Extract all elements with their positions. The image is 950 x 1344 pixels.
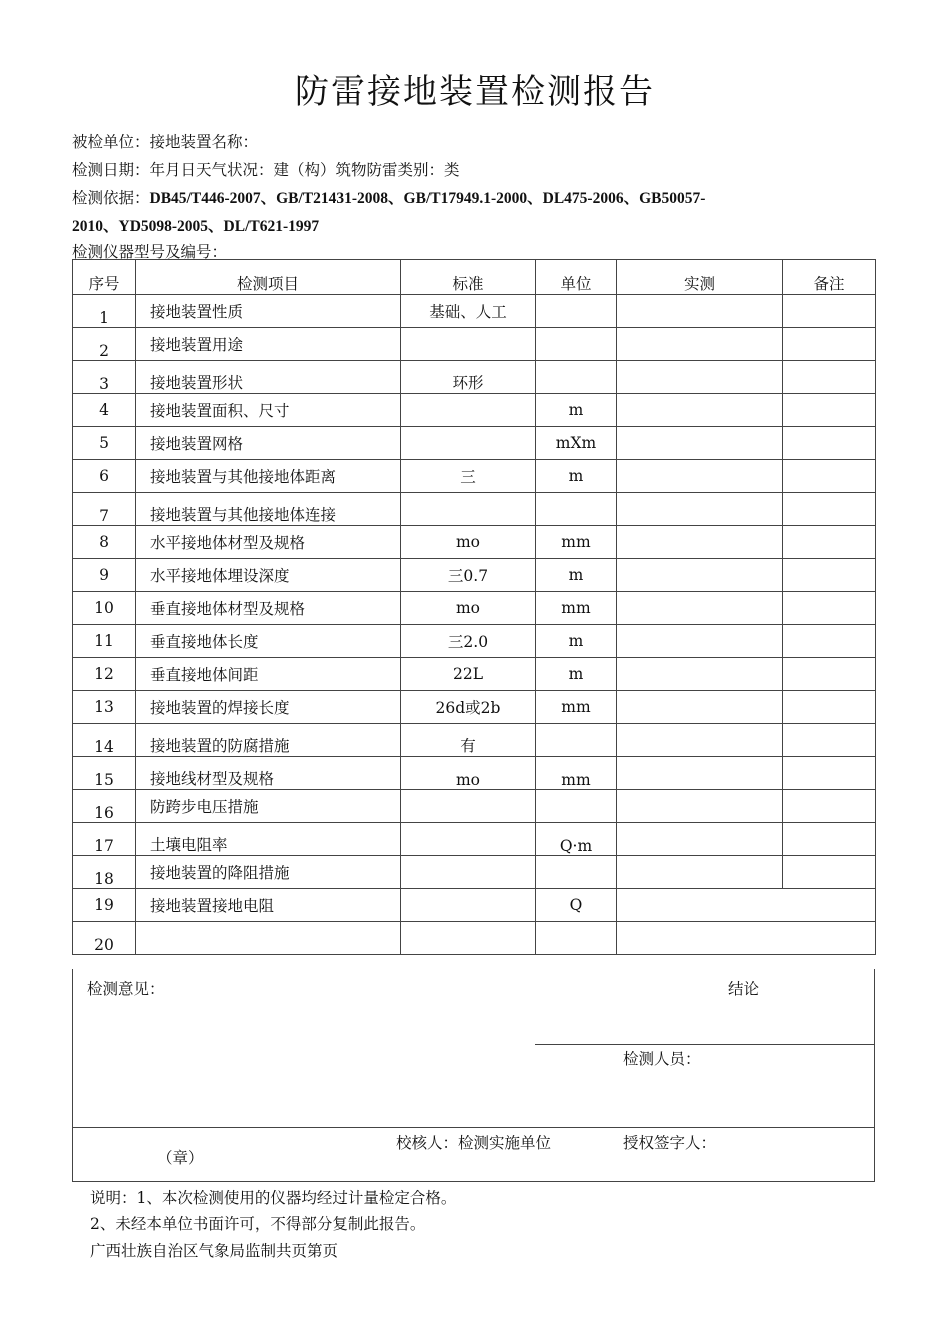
row-standard bbox=[401, 493, 536, 526]
row-remark[interactable] bbox=[783, 757, 876, 790]
table-row bbox=[73, 493, 876, 526]
row-no: 12 bbox=[73, 658, 136, 691]
header-no: 序号 bbox=[73, 260, 136, 295]
row-remark[interactable] bbox=[783, 856, 876, 889]
row-remark[interactable] bbox=[783, 823, 876, 856]
row-no: 4 bbox=[73, 394, 136, 427]
row-measured[interactable] bbox=[617, 493, 783, 526]
row-measured[interactable] bbox=[617, 658, 783, 691]
row-item: 水平接地体材型及规格 bbox=[136, 526, 401, 559]
row-standard: 三0.7 bbox=[401, 559, 536, 592]
row-unit: m bbox=[536, 394, 617, 427]
row-unit: mm bbox=[536, 691, 617, 724]
row-remark[interactable] bbox=[783, 460, 876, 493]
row-standard bbox=[401, 922, 536, 955]
row-item: 接地装置与其他接地体距离 bbox=[136, 460, 401, 493]
row-standard bbox=[401, 823, 536, 856]
row-item: 接地装置网格 bbox=[136, 427, 401, 460]
row-standard: 有 bbox=[401, 724, 536, 757]
table-row bbox=[73, 295, 876, 328]
table-header-row bbox=[73, 260, 876, 295]
row-measured[interactable] bbox=[617, 922, 876, 955]
seal-label: （章） bbox=[157, 1149, 204, 1167]
table-row bbox=[73, 427, 876, 460]
row-standard: mo bbox=[401, 526, 536, 559]
row-unit: mm bbox=[536, 592, 617, 625]
row-remark[interactable] bbox=[783, 328, 876, 361]
row-unit: mXm bbox=[536, 427, 617, 460]
row-item: 接地线材型及规格 bbox=[136, 757, 401, 790]
row-item: 接地装置的焊接长度 bbox=[136, 691, 401, 724]
row-unit: m bbox=[536, 658, 617, 691]
row-no: 1 bbox=[73, 295, 136, 328]
row-remark[interactable] bbox=[783, 361, 876, 394]
row-item bbox=[136, 922, 401, 955]
row-unit bbox=[536, 493, 617, 526]
row-unit: Q bbox=[536, 889, 617, 922]
opinion-label: 检测意见： bbox=[87, 980, 165, 998]
row-remark[interactable] bbox=[783, 691, 876, 724]
row-measured[interactable] bbox=[617, 724, 783, 757]
row-standard bbox=[401, 889, 536, 922]
row-standard: mo bbox=[401, 757, 536, 790]
row-standard bbox=[401, 394, 536, 427]
row-measured[interactable] bbox=[617, 790, 783, 823]
row-no: 20 bbox=[73, 922, 136, 955]
note-line-3: 广西壮族自治区气象局监制共页第页 bbox=[90, 1242, 339, 1260]
table-row bbox=[73, 625, 876, 658]
meta-instrument-line: 检测仪器型号及编号： bbox=[72, 243, 228, 261]
row-item: 垂直接地体间距 bbox=[136, 658, 401, 691]
row-standard: 26d或2b bbox=[401, 691, 536, 724]
row-no: 9 bbox=[73, 559, 136, 592]
row-item: 接地装置性质 bbox=[136, 295, 401, 328]
row-unit bbox=[536, 724, 617, 757]
row-no: 17 bbox=[73, 823, 136, 856]
row-measured[interactable] bbox=[617, 361, 783, 394]
row-unit bbox=[536, 361, 617, 394]
signature-box bbox=[72, 1127, 875, 1182]
table-row bbox=[73, 790, 876, 823]
row-no: 2 bbox=[73, 328, 136, 361]
row-remark[interactable] bbox=[783, 295, 876, 328]
row-unit bbox=[536, 856, 617, 889]
row-standard: 三2.0 bbox=[401, 625, 536, 658]
table-row bbox=[73, 922, 876, 955]
row-measured[interactable] bbox=[617, 592, 783, 625]
row-remark[interactable] bbox=[783, 592, 876, 625]
conclusion-divider bbox=[535, 1044, 875, 1045]
row-remark[interactable] bbox=[783, 790, 876, 823]
note-line-2: 2、未经本单位书面许可，不得部分复制此报告。 bbox=[90, 1215, 426, 1233]
row-standard: 环形 bbox=[401, 361, 536, 394]
row-no: 11 bbox=[73, 625, 136, 658]
row-standard bbox=[401, 328, 536, 361]
table-row bbox=[73, 823, 876, 856]
row-item: 接地装置用途 bbox=[136, 328, 401, 361]
row-measured[interactable] bbox=[617, 757, 783, 790]
row-standard: 三 bbox=[401, 460, 536, 493]
row-item: 垂直接地体长度 bbox=[136, 625, 401, 658]
row-measured[interactable] bbox=[617, 856, 783, 889]
header-standard: 标准 bbox=[401, 260, 536, 295]
row-measured[interactable] bbox=[617, 328, 783, 361]
table-row bbox=[73, 658, 876, 691]
row-no: 13 bbox=[73, 691, 136, 724]
table-row bbox=[73, 889, 876, 922]
row-measured[interactable] bbox=[617, 460, 783, 493]
meta-basis-line bbox=[72, 186, 705, 208]
row-remark[interactable] bbox=[783, 559, 876, 592]
row-unit bbox=[536, 295, 617, 328]
row-no: 15 bbox=[73, 757, 136, 790]
row-remark[interactable] bbox=[783, 724, 876, 757]
row-remark[interactable] bbox=[783, 493, 876, 526]
row-no: 19 bbox=[73, 889, 136, 922]
table-row bbox=[73, 724, 876, 757]
row-no: 5 bbox=[73, 427, 136, 460]
row-unit: m bbox=[536, 559, 617, 592]
row-item: 接地装置与其他接地体连接 bbox=[136, 493, 401, 526]
table-row bbox=[73, 394, 876, 427]
row-unit: m bbox=[536, 625, 617, 658]
inspection-table bbox=[72, 259, 876, 955]
row-unit: Q·m bbox=[536, 823, 617, 856]
note-line-1: 说明：1、本次检测使用的仪器均经过计量检定合格。 bbox=[90, 1189, 457, 1207]
row-no: 3 bbox=[73, 361, 136, 394]
header-unit: 单位 bbox=[536, 260, 617, 295]
row-measured[interactable] bbox=[617, 394, 783, 427]
row-no: 8 bbox=[73, 526, 136, 559]
row-no: 10 bbox=[73, 592, 136, 625]
row-measured[interactable] bbox=[617, 625, 783, 658]
row-standard: mo bbox=[401, 592, 536, 625]
header-remark: 备注 bbox=[783, 260, 876, 295]
row-item: 接地装置面积、尺寸 bbox=[136, 394, 401, 427]
row-no: 14 bbox=[73, 724, 136, 757]
opinion-box[interactable] bbox=[72, 969, 875, 1128]
row-no: 18 bbox=[73, 856, 136, 889]
table-row bbox=[73, 856, 876, 889]
row-remark[interactable] bbox=[783, 394, 876, 427]
row-no: 16 bbox=[73, 790, 136, 823]
table-row bbox=[73, 361, 876, 394]
row-item: 防跨步电压措施 bbox=[136, 790, 401, 823]
row-item: 接地装置的防腐措施 bbox=[136, 724, 401, 757]
table-row bbox=[73, 559, 876, 592]
conclusion-label: 结论 bbox=[728, 980, 760, 998]
basis-standards: DB45/T446-2007、GB/T21431-2008、GB/T17949.1-2000、DL475-2006、GB50057- bbox=[149, 190, 706, 207]
row-remark[interactable] bbox=[783, 658, 876, 691]
row-measured[interactable] bbox=[617, 559, 783, 592]
meta-unit-line: 被检单位：接地装置名称： bbox=[72, 133, 259, 151]
row-unit bbox=[536, 922, 617, 955]
row-item: 接地装置形状 bbox=[136, 361, 401, 394]
row-measured[interactable] bbox=[617, 691, 783, 724]
row-item: 土壤电阻率 bbox=[136, 823, 401, 856]
row-unit: m bbox=[536, 460, 617, 493]
row-standard bbox=[401, 427, 536, 460]
row-measured[interactable] bbox=[617, 823, 783, 856]
row-no: 7 bbox=[73, 493, 136, 526]
row-remark[interactable] bbox=[783, 526, 876, 559]
header-item: 检测项目 bbox=[136, 260, 401, 295]
table-row bbox=[73, 328, 876, 361]
row-measured[interactable] bbox=[617, 427, 783, 460]
row-no: 6 bbox=[73, 460, 136, 493]
row-measured[interactable] bbox=[617, 889, 876, 922]
row-remark[interactable] bbox=[783, 625, 876, 658]
row-remark[interactable] bbox=[783, 427, 876, 460]
table-row bbox=[73, 460, 876, 493]
header-measured: 实测 bbox=[617, 260, 783, 295]
row-standard: 22L bbox=[401, 658, 536, 691]
row-item: 接地装置的降阻措施 bbox=[136, 856, 401, 889]
row-standard bbox=[401, 790, 536, 823]
row-standard: 基础、人工 bbox=[401, 295, 536, 328]
table-row bbox=[73, 592, 876, 625]
authorized-signer-label: 授权签字人： bbox=[623, 1134, 717, 1152]
meta-basis-line-2 bbox=[72, 214, 319, 236]
row-item: 接地装置接地电阻 bbox=[136, 889, 401, 922]
basis-standards-cont: 2010、YD5098-2005、DL/T621-1997 bbox=[72, 218, 320, 235]
report-title: 防雷接地装置检测报告 bbox=[295, 72, 655, 112]
table-row bbox=[73, 757, 876, 790]
row-unit: mm bbox=[536, 757, 617, 790]
row-unit bbox=[536, 328, 617, 361]
basis-label: 检测依据： bbox=[72, 189, 150, 207]
meta-date-line: 检测日期：年月日天气状况：建（构）筑物防雷类别：类 bbox=[72, 161, 460, 179]
row-unit: mm bbox=[536, 526, 617, 559]
row-unit bbox=[536, 790, 617, 823]
table-row bbox=[73, 691, 876, 724]
row-item: 垂直接地体材型及规格 bbox=[136, 592, 401, 625]
row-measured[interactable] bbox=[617, 295, 783, 328]
row-measured[interactable] bbox=[617, 526, 783, 559]
row-standard bbox=[401, 856, 536, 889]
table-row bbox=[73, 526, 876, 559]
row-item: 水平接地体埋设深度 bbox=[136, 559, 401, 592]
inspector-label: 检测人员： bbox=[623, 1050, 701, 1068]
reviewer-label: 校核人：检测实施单位 bbox=[396, 1134, 552, 1152]
